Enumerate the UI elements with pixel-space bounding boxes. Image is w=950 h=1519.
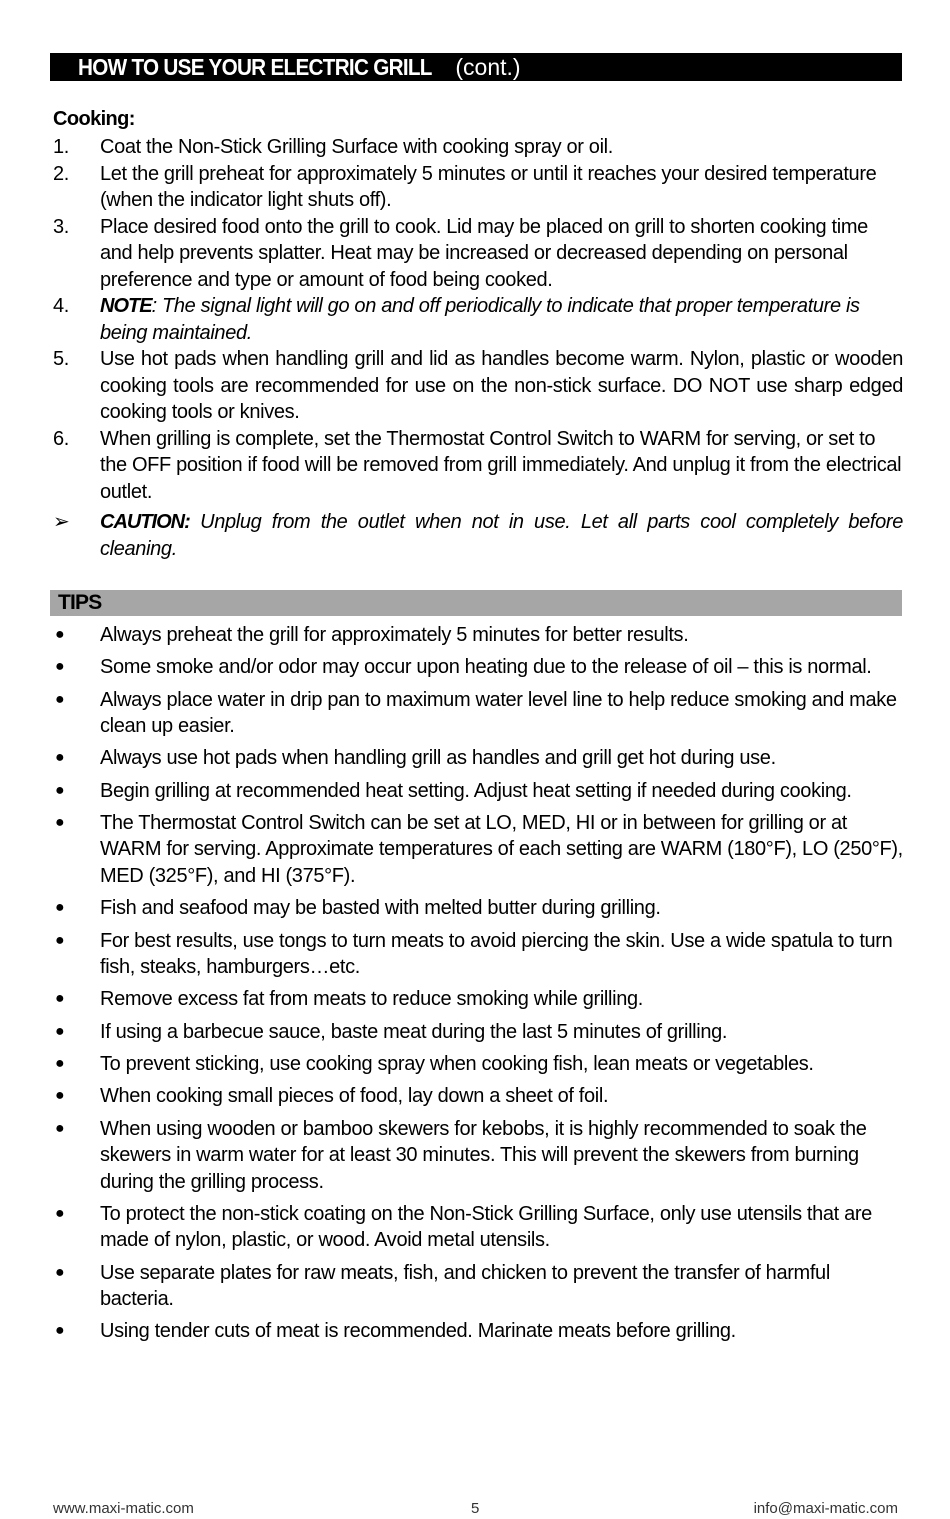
cooking-step	[53, 426, 903, 506]
bullet-icon: ●	[55, 1054, 65, 1072]
step-text: When grilling is complete, set the Thermostat Control Switch to WARM for serving, or set to the OFF position if food will be removed from grill immediately. And unplug it from the electrical outlet.	[100, 427, 902, 503]
step-text: Coat the Non-Stick Grilling Surface with cooking spray or oil.	[100, 136, 613, 158]
tip-item	[53, 986, 903, 1013]
tip-item	[53, 1201, 903, 1254]
section-title-suffix: (cont.)	[455, 54, 521, 80]
tip-item	[53, 1260, 903, 1313]
step-number: 3.	[53, 215, 69, 238]
tip-item	[53, 1083, 903, 1110]
tip-item	[53, 928, 903, 981]
tip-item	[53, 1051, 903, 1078]
tip-text: The Thermostat Control Switch can be set at LO, MED, HI or in between for grilling or at WARM for serving. Approximate temperatures of each setting are WARM (180°F), LO (250°F), MED (325°F), and HI (375°F).	[100, 811, 903, 887]
tip-text: Fish and seafood may be basted with melted butter during grilling.	[100, 897, 661, 920]
tip-text: For best results, use tongs to turn meats to avoid piercing the skin. Use a wide spatula to turn fish, steaks, hamburgers…etc.	[100, 929, 893, 979]
cooking-heading: Cooking:	[53, 108, 135, 130]
tip-text: To protect the non-stick coating on the Non-Stick Grilling Surface, only use utensils that are made of nylon, plastic, or wood. Avoid metal utensils.	[100, 1202, 872, 1252]
step-text: Use hot pads when handling grill and lid as handles become warm. Nylon, plastic or wooden cooking tools are recommended for use on the non-stick surface. DO NOT use sharp edged cooking tools or knives.	[100, 348, 903, 423]
bullet-icon: ●	[55, 658, 65, 676]
tip-text: When cooking small pieces of food, lay down a sheet of foil.	[100, 1085, 609, 1108]
cooking-step	[53, 134, 903, 161]
bullet-icon: ●	[55, 1322, 65, 1340]
tip-item	[53, 1116, 903, 1196]
step-text: Place desired food onto the grill to cook. Lid may be placed on grill to shorten cooking time and help prevents splatter. Heat may be increased or decreased depending on personal preference and type or amount of food being cooked.	[100, 215, 868, 291]
arrow-bullet-icon: ➢	[53, 511, 70, 533]
tip-text: Begin grilling at recommended heat setting. Adjust heat setting if needed during cooking.	[100, 779, 852, 802]
step-number: 2.	[53, 162, 69, 185]
bullet-icon: ●	[55, 690, 65, 708]
tip-text: When using wooden or bamboo skewers for kebobs, it is highly recommended to soak the skewers in warm water for at least 30 minutes. This will prevent the skewers from burning during the grilling process.	[100, 1117, 867, 1193]
note-text: : The signal light will go on and off periodically to indicate that proper temperature is being maintained.	[100, 295, 860, 344]
tip-text: If using a barbecue sauce, baste meat during the last 5 minutes of grilling.	[100, 1020, 728, 1043]
tip-item	[53, 654, 903, 681]
tip-text: Some smoke and/or odor may occur upon heating due to the release of oil – this is normal.	[100, 656, 872, 679]
bullet-icon: ●	[55, 1119, 65, 1137]
tip-item	[53, 810, 903, 890]
section-title: HOW TO USE YOUR ELECTRIC GRILL	[78, 54, 432, 80]
tip-text: Always preheat the grill for approximately 5 minutes for better results.	[100, 624, 689, 646]
tip-text: Remove excess fat from meats to reduce smoking while grilling.	[100, 988, 643, 1011]
step-number: 6.	[53, 427, 69, 450]
bullet-icon: ●	[55, 990, 65, 1008]
bullet-icon: ●	[55, 1204, 65, 1222]
tip-text: Use separate plates for raw meats, fish, and chicken to prevent the transfer of harmful bacteria.	[100, 1261, 830, 1311]
tip-item	[53, 622, 903, 649]
bullet-icon: ●	[55, 626, 65, 643]
tip-text: Always use hot pads when handling grill as handles and grill get hot during use.	[100, 747, 776, 770]
bullet-icon: ●	[55, 1087, 65, 1105]
step-number: 4.	[53, 295, 69, 317]
bullet-icon: ●	[55, 1022, 65, 1040]
caution-text: Unplug from the outlet when not in use. Let all parts cool completely before cleaning.	[100, 511, 903, 560]
tip-item	[53, 1318, 903, 1345]
cooking-steps-list	[53, 134, 903, 562]
bullet-icon: ●	[55, 781, 65, 799]
cooking-step	[53, 214, 903, 294]
caution-label: CAUTION:	[100, 511, 190, 533]
cooking-step	[53, 346, 903, 426]
tip-item	[53, 687, 903, 740]
tips-heading-bar	[50, 590, 902, 616]
bullet-icon: ●	[55, 813, 65, 831]
caution-item	[53, 509, 903, 562]
section-title-bar	[50, 53, 902, 81]
bullet-icon: ●	[55, 931, 65, 949]
tip-item	[53, 745, 903, 772]
tip-item	[53, 1019, 903, 1046]
step-number: 5.	[53, 348, 69, 370]
bullet-icon: ●	[55, 899, 65, 917]
tip-item	[53, 895, 903, 922]
footer-website: www.maxi-matic.com	[53, 1500, 194, 1517]
step-text: Let the grill preheat for approximately 5 minutes or until it reaches your desired temperature (when the indicator light shuts off).	[100, 162, 877, 211]
bullet-icon: ●	[55, 749, 65, 767]
tip-text: Using tender cuts of meat is recommended. Marinate meats before grilling.	[100, 1320, 736, 1343]
bullet-icon: ●	[55, 1263, 65, 1281]
tips-list	[53, 622, 903, 1351]
tip-text: Always place water in drip pan to maximum water level line to help reduce smoking and make clean up easier.	[100, 688, 897, 738]
cooking-step-note	[53, 293, 903, 346]
page-number: 5	[471, 1500, 480, 1517]
note-label: NOTE	[100, 295, 152, 317]
cooking-step	[53, 161, 903, 214]
tips-heading: TIPS	[58, 591, 102, 614]
step-number: 1.	[53, 136, 69, 158]
footer-email: info@maxi-matic.com	[753, 1500, 898, 1517]
tip-item	[53, 778, 903, 805]
tip-text: To prevent sticking, use cooking spray when cooking fish, lean meats or vegetables.	[100, 1052, 814, 1075]
